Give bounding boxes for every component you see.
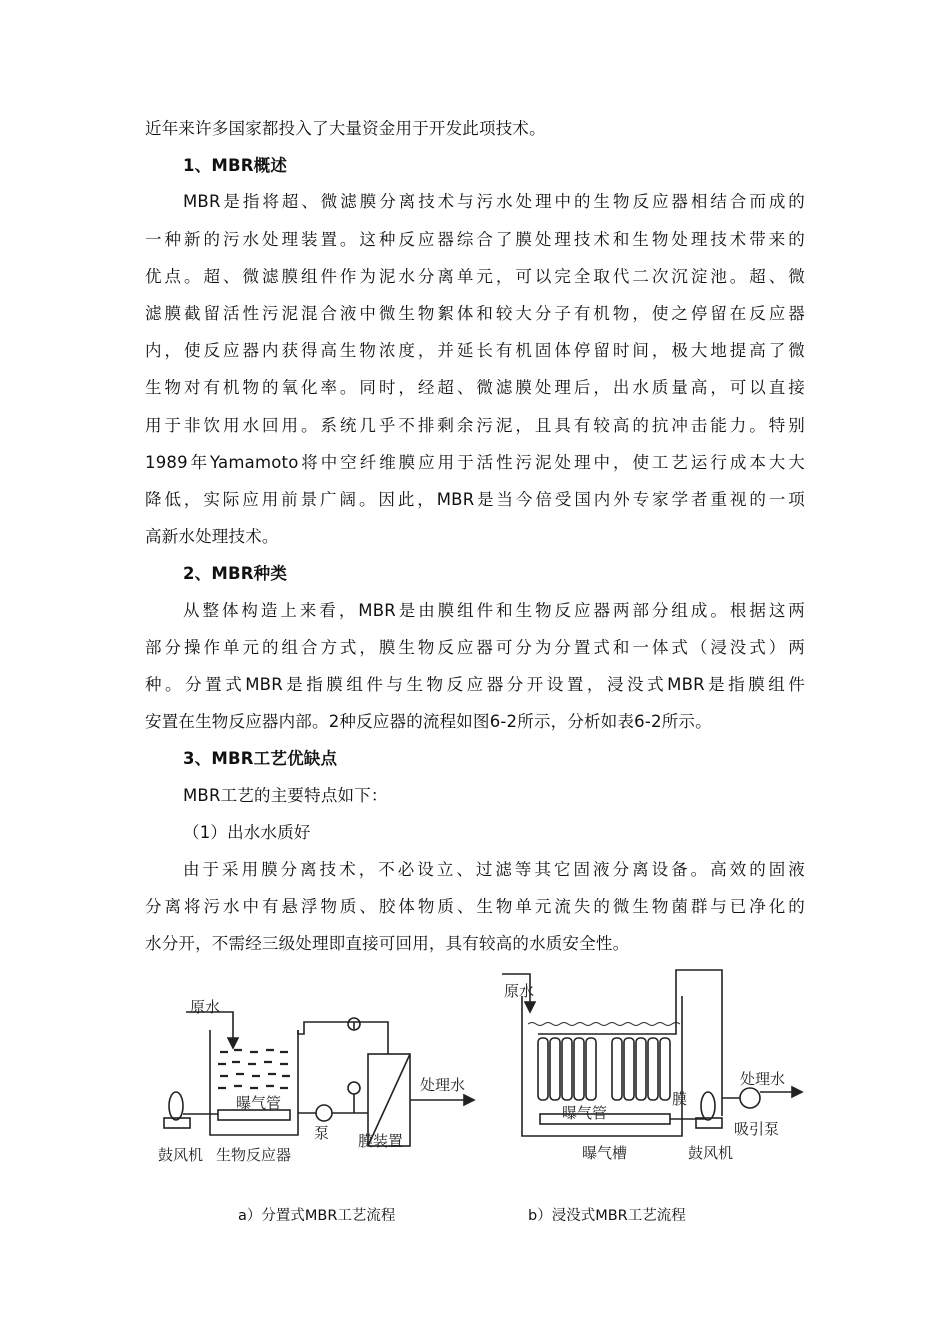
- label-blower: 鼓风机: [158, 1146, 204, 1164]
- label-raw-water: 原水: [190, 998, 221, 1016]
- figure-b-caption: b）浸没式MBR工艺流程: [528, 1208, 686, 1224]
- label-pump: 泵: [314, 1124, 330, 1142]
- raw-water-arrowhead: [525, 1002, 535, 1012]
- paragraph-line: 内，使反应器内获得高生物浓度，并延长有机固体停留时间，极大地提高了微: [145, 341, 805, 360]
- paragraph-line: 高新水处理技术。: [145, 527, 279, 546]
- water-surface: [218, 1050, 290, 1088]
- label-raw-water: 原水: [504, 982, 535, 1000]
- blower-body: [169, 1092, 183, 1120]
- paragraph-line: 从整体构造上来看，MBR是由膜组件和生物反应器两部分组成。根据这两: [183, 601, 805, 620]
- membrane-module-right: [612, 1038, 670, 1100]
- water-surface: [528, 1023, 680, 1026]
- treated-water-arrowhead: [792, 1087, 802, 1097]
- label-aeration-tank: 曝气槽: [582, 1144, 628, 1162]
- label-suction-pump: 吸引泵: [734, 1120, 780, 1138]
- label-membrane: 膜: [672, 1090, 688, 1108]
- paragraph-line: 优点。超、微滤膜组件作为泥水分离单元，可以完全取代二次沉淀池。超、微: [145, 267, 805, 286]
- paragraph-line: 由于采用膜分离技术，不必设立、过滤等其它固液分离设备。高效的固液: [183, 860, 805, 879]
- suction-pump-icon: [740, 1088, 760, 1108]
- figure-separated-mbr: [158, 990, 498, 1175]
- paragraph-line: 近年来许多国家都投入了大量资金用于开发此项技术。: [145, 119, 546, 138]
- paragraph-line: 安置在生物反应器内部。2种反应器的流程如图6-2所示，分析如表6-2所示。: [145, 712, 712, 731]
- paragraph-line: 1989年Yamamoto将中空纤维膜应用于活性污泥处理中，使工艺运行成本大大: [145, 453, 805, 472]
- paragraph-line: 分离将污水中有悬浮物质、胶体物质、生物单元流失的微生物菌群与已净化的: [145, 897, 805, 916]
- figure-a-caption: a）分置式MBR工艺流程: [238, 1208, 396, 1224]
- paragraph-line: 一种新的污水处理装置。这种反应器综合了膜处理技术和生物处理技术带来的: [145, 230, 805, 249]
- label-blower: 鼓风机: [688, 1144, 734, 1162]
- blower-body: [701, 1092, 715, 1120]
- list-item-heading: （1）出水水质好: [183, 823, 311, 842]
- recycle-line: [298, 1022, 388, 1054]
- label-membrane-device: 膜装置: [358, 1132, 404, 1150]
- section-heading-advantages: 3、MBR工艺优缺点: [183, 749, 338, 768]
- section-heading-overview: 1、MBR概述: [183, 156, 288, 175]
- label-aeration-pipe: 曝气管: [562, 1104, 608, 1122]
- paragraph-line: 用于非饮用水回用。系统几乎不排剩余污泥，且具有较高的抗冲击能力。特别: [145, 416, 805, 435]
- paragraph-line: 滤膜截留活性污泥混合液中微生物絮体和较大分子有机物，使之停留在反应器: [145, 304, 805, 323]
- raw-water-arrowhead: [228, 1038, 238, 1048]
- pump-icon: [316, 1105, 332, 1121]
- label-aeration-pipe: 曝气管: [236, 1094, 282, 1112]
- paragraph-line: MBR工艺的主要特点如下：: [183, 786, 388, 805]
- paragraph-line: 生物对有机物的氧化率。同时，经超、微滤膜处理后，出水质量高，可以直接: [145, 378, 805, 397]
- label-treated-water: 处理水: [740, 1070, 786, 1088]
- label-treated-water: 处理水: [420, 1076, 466, 1094]
- paragraph-line: 水分开，不需经三级处理即直接可回用，具有较高的水质安全性。: [145, 934, 630, 953]
- pressure-gauge-icon: [348, 1082, 360, 1094]
- paragraph-line: 降低，实际应用前景广阔。因此，MBR是当今倍受国内外专家学者重视的一项: [145, 490, 805, 509]
- submerged-mbr-diagram: [500, 966, 810, 1171]
- figure-submerged-mbr: [500, 966, 810, 1171]
- separated-mbr-diagram: [158, 990, 498, 1175]
- membrane-module-left: [538, 1038, 596, 1100]
- label-bioreactor: 生物反应器: [216, 1146, 292, 1164]
- paragraph-line: MBR是指将超、微滤膜分离技术与污水处理中的生物反应器相结合而成的: [183, 192, 805, 211]
- treated-water-arrowhead: [464, 1095, 474, 1105]
- section-heading-types: 2、MBR种类: [183, 564, 288, 583]
- paragraph-line: 部分操作单元的组合方式，膜生物反应器可分为分置式和一体式（浸没式）两: [145, 638, 805, 657]
- paragraph-line: 种。分置式MBR是指膜组件与生物反应器分开设置，浸没式MBR是指膜组件: [145, 675, 805, 694]
